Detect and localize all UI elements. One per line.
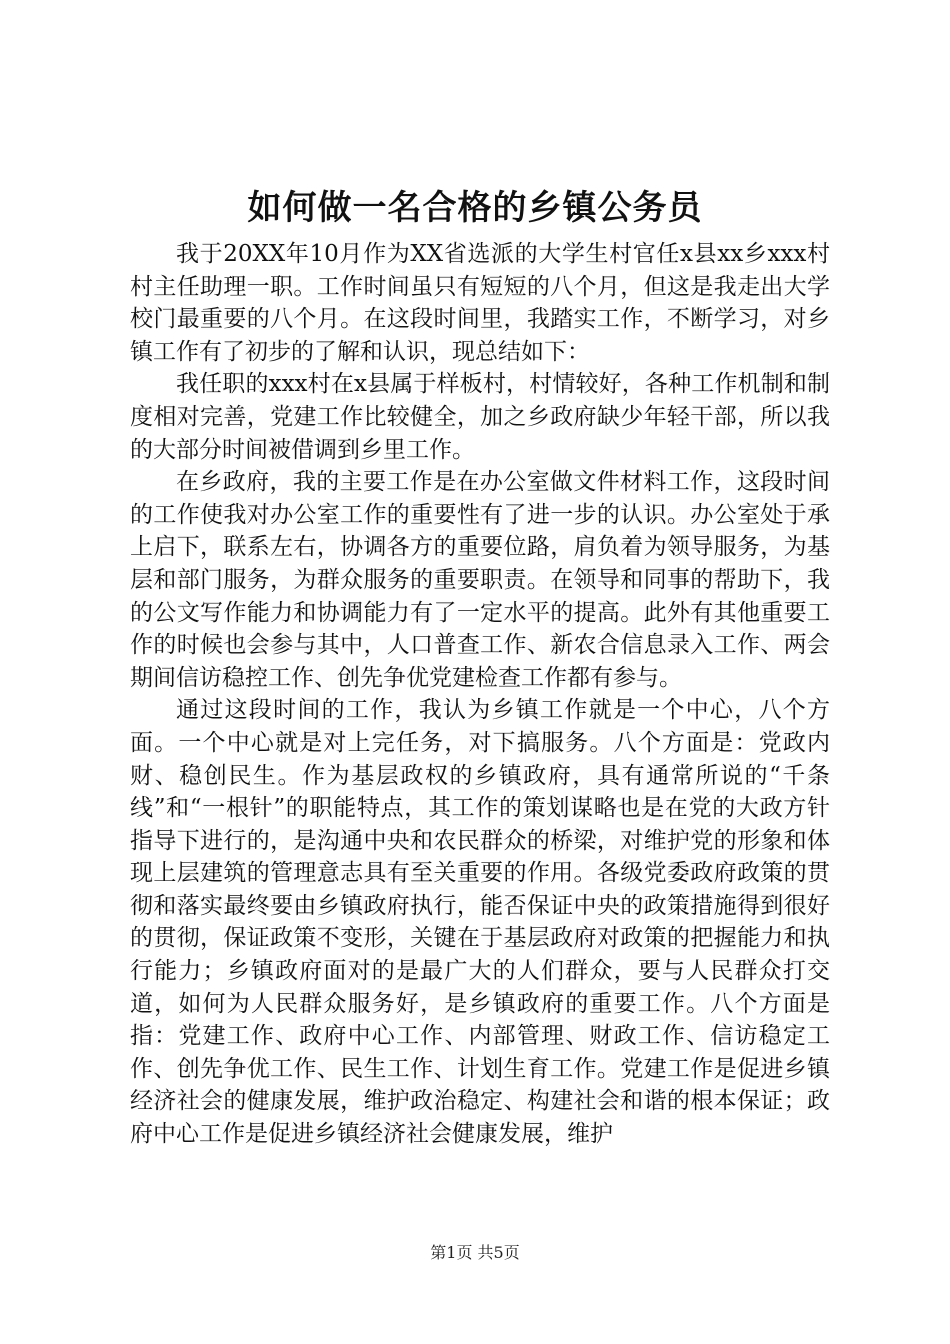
document-title: 如何做一名合格的乡镇公务员 — [247, 188, 703, 228]
document-body — [130, 238, 830, 1151]
paragraph: 我任职的xxx村在x县属于样板村，村情较好，各种工作机制和制度相对完善，党建工作比较健全，加之乡政府缺少年轻干部，所以我的大部分时间被借调到乡里工作。 — [130, 371, 830, 463]
page-number-footer: 第1页 共5页 — [430, 1243, 520, 1262]
paragraph: 通过这段时间的工作，我认为乡镇工作就是一个中心，八个方面。一个中心就是对上完任务，对下搞服务。八个方面是：党政内财、稳创民生。作为基层政权的乡镇政府，具有通常所说的“千条线”和“一根针”的职能特点，其工作的策划谋略也是在党的大政方针指导下进行的，是沟通中央和农民群众的桥梁，对维护党的形象和体现上层建筑的管理意志具有至关重要的作用。各级党委政府政策的贯彻和落实最终要由乡镇政府执行，能否保证中央的政策措施得到很好的贯彻，保证政策不变形，关键在于基层政府对政策的把握能力和执行能力；乡镇政府面对的是最广大的人们群众，要与人民群众打交道，如何为人民群众服务好，是乡镇政府的重要工作。八个方面是指：党建工作、政府中心工作、内部管理、财政工作、信访稳定工作、创先争优工作、民生工作、计划生育工作。党建工作是促进乡镇经济社会的健康发展，维护政治稳定、构建社会和谐的根本保证；政府中心工作是促进乡镇经济社会健康发展，维护 — [130, 697, 830, 1148]
paragraph: 我于20XX年10月作为XX省选派的大学生村官任x县xx乡xxx村村主任助理一职。工作时间虽只有短短的八个月，但这是我走出大学校门最重要的八个月。在这段时间里，我踏实工作，不断学习，对乡镇工作有了初步的了解和认识，现总结如下： — [130, 241, 830, 365]
paragraph: 在乡政府，我的主要工作是在办公室做文件材料工作，这段时间的工作使我对办公室工作的重要性有了进一步的认识。办公室处于承上启下，联系左右，协调各方的重要位路，肩负着为领导服务，为基层和部门服务，为群众服务的重要职责。在领导和同事的帮助下，我的公文写作能力和协调能力有了一定水平的提高。此外有其他重要工作的时候也会参与其中，人口普查工作、新农合信息录入工作、两会期间信访稳控工作、创先争优党建检查工作都有参与。 — [130, 469, 830, 691]
